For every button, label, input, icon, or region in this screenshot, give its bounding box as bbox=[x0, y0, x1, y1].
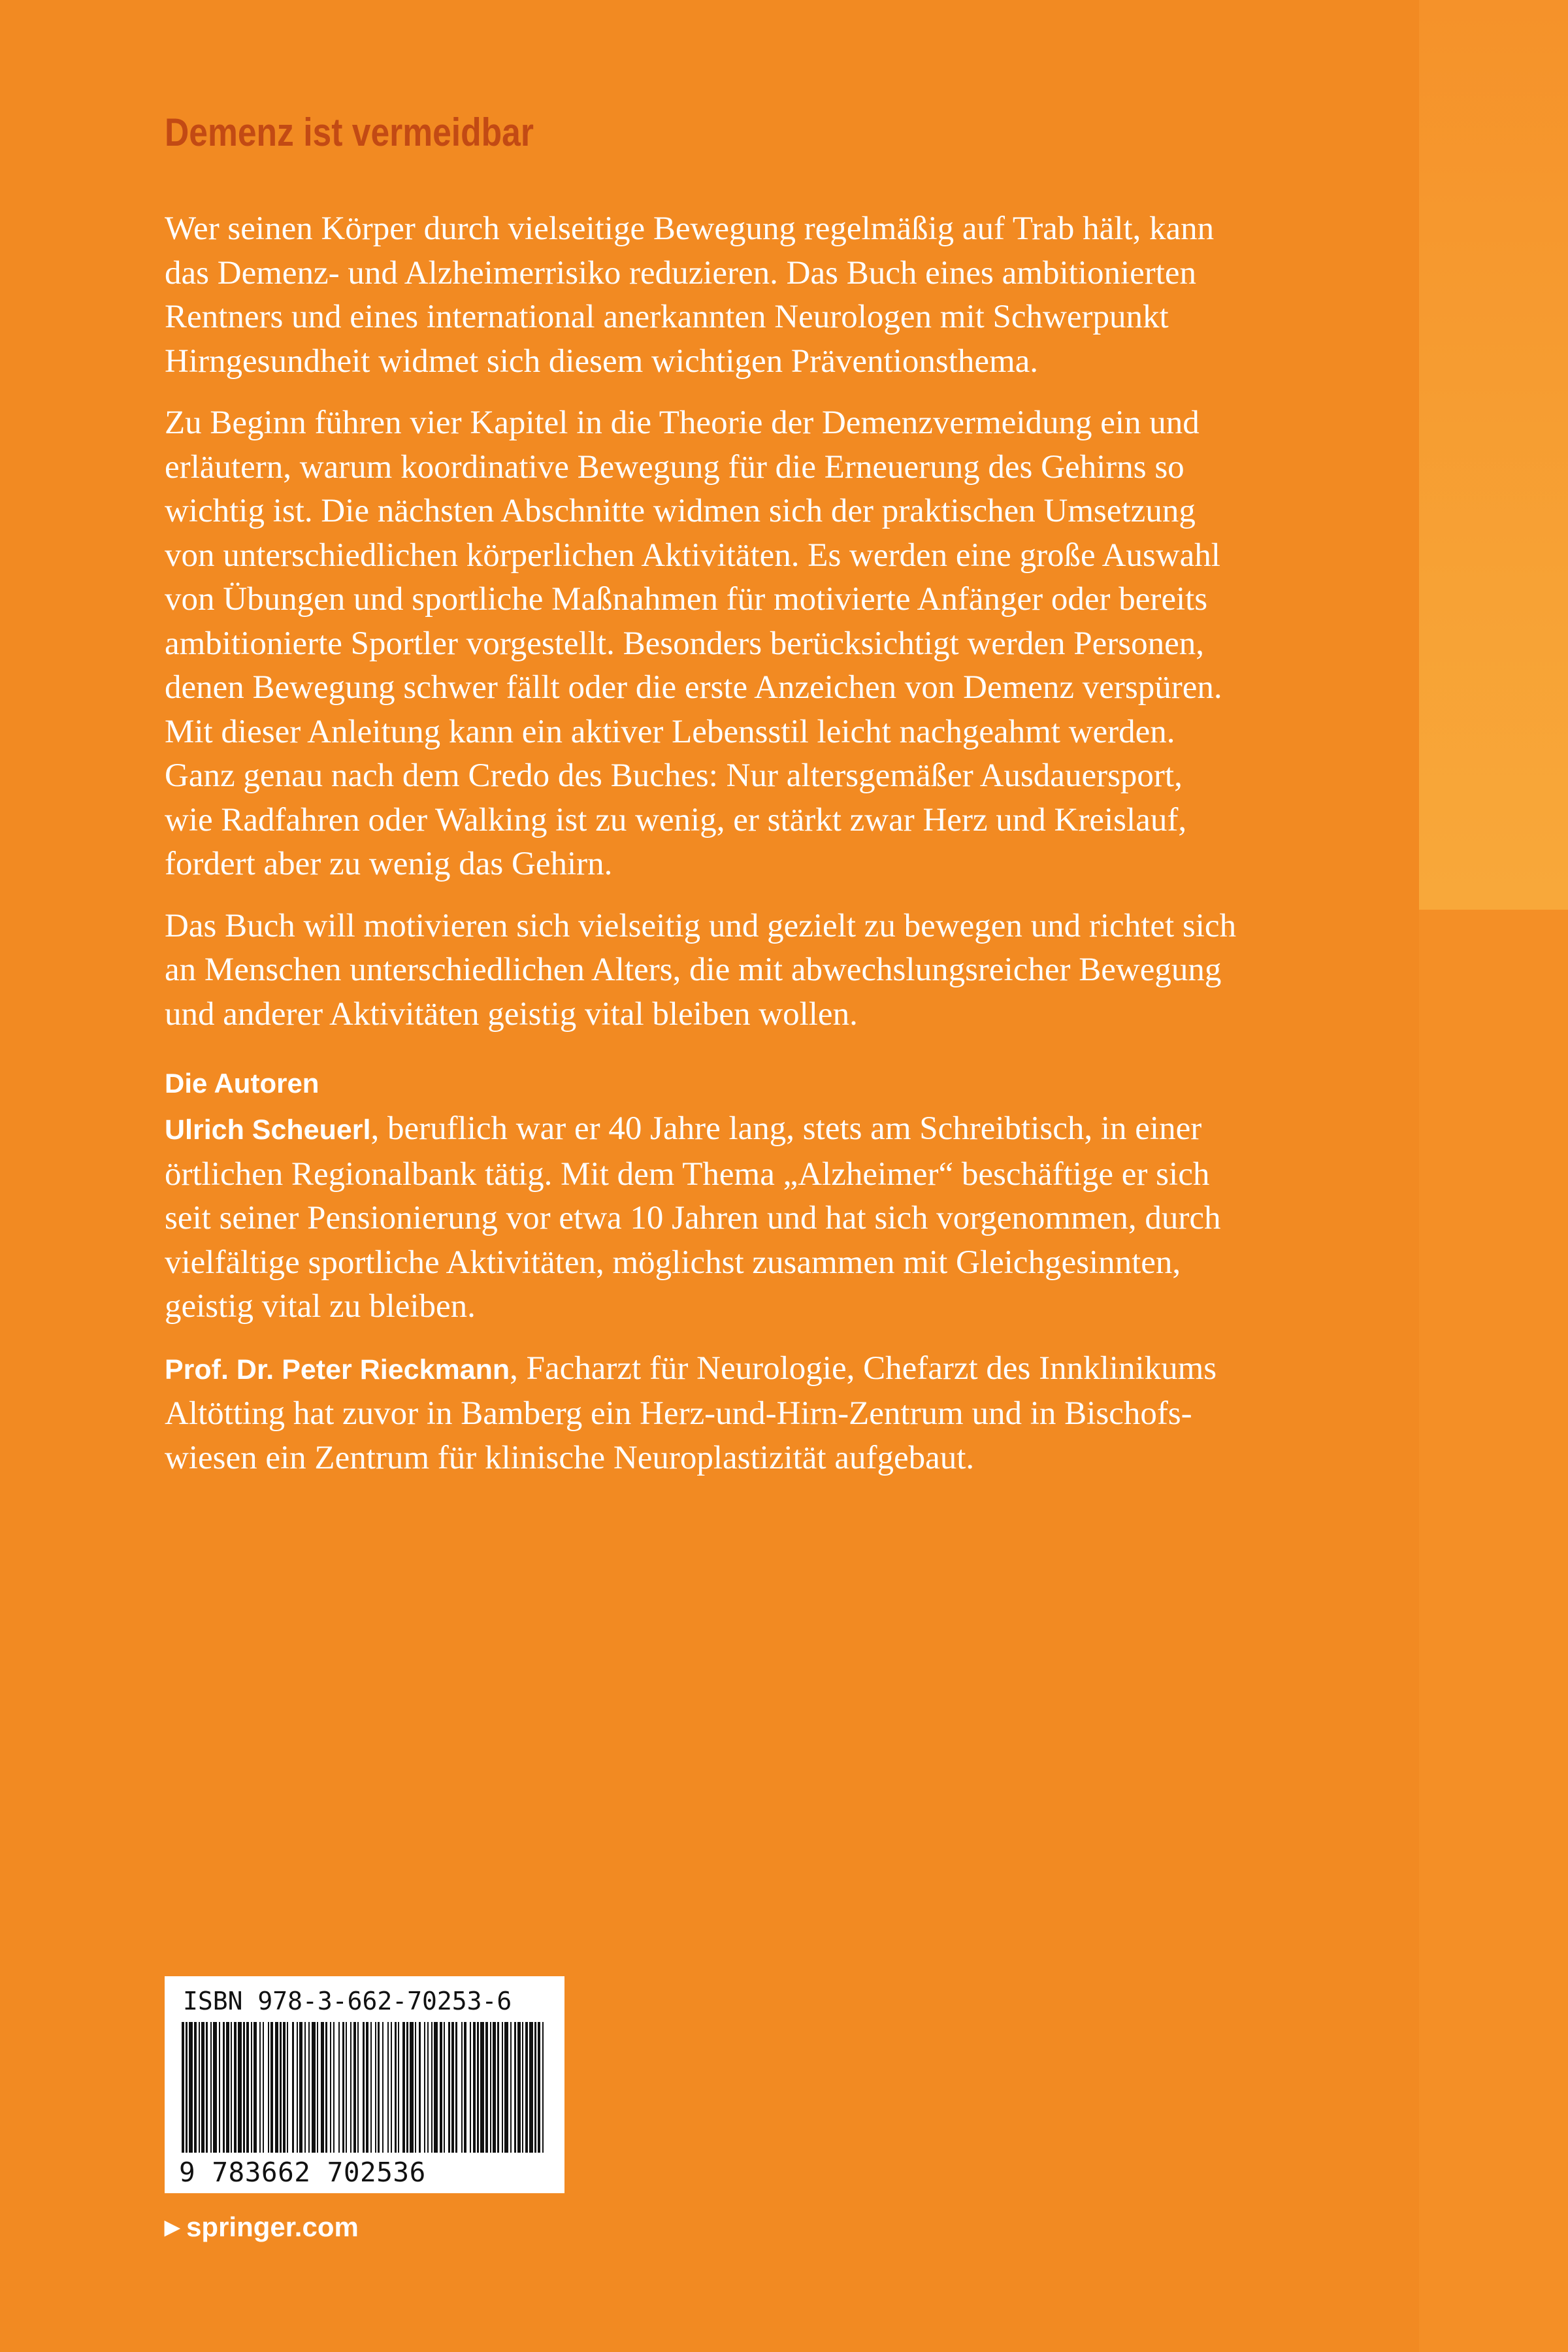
barcode-bar bbox=[330, 2022, 331, 2153]
barcode-bar bbox=[440, 2022, 442, 2153]
barcode-bar bbox=[259, 2022, 261, 2153]
barcode-bar bbox=[529, 2022, 533, 2153]
author-name: Ulrich Scheuerl bbox=[165, 1114, 371, 1146]
barcode-bar bbox=[342, 2022, 344, 2153]
barcode-bar bbox=[378, 2022, 380, 2153]
text-line: denen Bewegung schwer fällt oder die erste Anzeichen von Demenz verspüren. bbox=[165, 669, 1222, 706]
barcode-bar bbox=[353, 2022, 356, 2153]
barcode-bar bbox=[317, 2022, 318, 2153]
barcode-bar bbox=[312, 2022, 316, 2153]
barcode-bar bbox=[451, 2022, 454, 2153]
text-line: Das Buch will motivieren sich vielseitig und gezielt zu bewegen und richtet sich bbox=[165, 907, 1237, 944]
author-bio-text: , beruflich war er 40 Jahre lang, stets am Schreibtisch, in einer bbox=[370, 1110, 1202, 1147]
barcode-bar bbox=[517, 2022, 521, 2153]
author-name: Prof. Dr. Peter Rieckmann bbox=[165, 1353, 510, 1385]
text-line: und anderer Aktivitäten geistig vital bleiben wollen. bbox=[165, 995, 858, 1033]
barcode-bar bbox=[370, 2022, 372, 2153]
barcode-bars bbox=[178, 2022, 551, 2153]
text-line: Hirngesundheit widmet sich diesem wichtigen Präventionsthema. bbox=[165, 342, 1039, 380]
barcode-bar bbox=[444, 2022, 445, 2153]
barcode-bar bbox=[231, 2022, 232, 2153]
barcode-bar bbox=[304, 2022, 306, 2153]
barcode-digits: 9 783662 702536 bbox=[179, 2157, 426, 2188]
barcode-bar bbox=[213, 2022, 217, 2153]
website-label: springer.com bbox=[186, 2211, 359, 2242]
barcode-bar bbox=[538, 2022, 540, 2153]
barcode-bar bbox=[448, 2022, 450, 2153]
barcode-bar bbox=[199, 2022, 200, 2153]
blurb-paragraph-1 bbox=[165, 207, 1321, 384]
barcode-bar bbox=[251, 2022, 252, 2153]
barcode-bar bbox=[206, 2022, 208, 2153]
isbn-barcode bbox=[165, 1976, 564, 2193]
text-line: von unterschiedlichen körperlichen Aktivitäten. Es werden eine große Auswahl bbox=[165, 537, 1220, 574]
barcode-bar bbox=[464, 2022, 466, 2153]
text-line: Altötting hat zuvor in Bamberg ein Herz-und-Hirn-Zentrum und in Bischofs- bbox=[165, 1395, 1192, 1432]
barcode-bar bbox=[480, 2022, 484, 2153]
barcode-bar bbox=[308, 2022, 310, 2153]
barcode-bar bbox=[522, 2022, 523, 2153]
barcode-bar bbox=[210, 2022, 212, 2153]
barcode-bar bbox=[223, 2022, 225, 2153]
blurb-paragraph-2 bbox=[165, 401, 1321, 887]
barcode-bar bbox=[287, 2022, 288, 2153]
barcode-bar bbox=[398, 2022, 399, 2153]
barcode-bar bbox=[194, 2022, 197, 2153]
barcode-bar bbox=[263, 2022, 264, 2153]
text-line bbox=[165, 1107, 1321, 1153]
barcode-bar bbox=[477, 2022, 479, 2153]
text-line: Wer seinen Körper durch vielseitige Bewegung regelmäßig auf Trab hält, kann bbox=[165, 210, 1215, 247]
publisher-website[interactable] bbox=[165, 2211, 359, 2243]
barcode-bar bbox=[542, 2022, 544, 2153]
text-line: wie Radfahren oder Walking ist zu wenig, er stärkt zwar Herz und Kreislauf, bbox=[165, 801, 1187, 838]
text-line: örtlichen Regionalbank tätig. Mit dem Thema „Alzheimer“ beschäftige er sich bbox=[165, 1155, 1210, 1193]
barcode-bar bbox=[346, 2022, 347, 2153]
barcode-bar bbox=[375, 2022, 376, 2153]
barcode-bar bbox=[415, 2022, 416, 2153]
barcode-bar bbox=[366, 2022, 368, 2153]
barcode-bar bbox=[387, 2022, 389, 2153]
author-bio-text: , Facharzt für Neurologie, Chefarzt des Innklinikums bbox=[510, 1350, 1217, 1387]
barcode-bar bbox=[382, 2022, 384, 2153]
author-bio-2 bbox=[165, 1347, 1321, 1481]
barcode-bar bbox=[270, 2022, 273, 2153]
barcode-bar bbox=[427, 2022, 429, 2153]
barcode-bar bbox=[201, 2022, 204, 2153]
text-line: erläutern, warum koordinative Bewegung für die Erneuerung des Gehirns so bbox=[165, 448, 1184, 486]
barcode-bar bbox=[395, 2022, 397, 2153]
barcode-bar bbox=[275, 2022, 278, 2153]
text-line: an Menschen unterschiedlichen Alters, die mit abwechslungsreicher Bewegung bbox=[165, 952, 1222, 988]
blurb-content bbox=[165, 110, 1321, 1498]
barcode-bar bbox=[419, 2022, 421, 2153]
spine-edge-highlight bbox=[1419, 0, 1568, 910]
barcode-bar bbox=[268, 2022, 269, 2153]
barcode-bar bbox=[321, 2022, 324, 2153]
text-line: das Demenz- und Alzheimerrisiko reduzieren. Das Buch eines ambitionierten bbox=[165, 254, 1197, 291]
headline: Demenz ist vermeidbar bbox=[165, 110, 534, 154]
barcode-bar bbox=[333, 2022, 335, 2153]
barcode-bar bbox=[434, 2022, 438, 2153]
text-line: fordert aber zu wenig das Gehirn. bbox=[165, 846, 613, 882]
barcode-bar bbox=[402, 2022, 405, 2153]
barcode-bar bbox=[431, 2022, 433, 2153]
barcode-bar bbox=[510, 2022, 512, 2153]
text-line: Rentners und eines international anerkannten Neurologen mit Schwerpunkt bbox=[165, 299, 1169, 335]
barcode-bar bbox=[253, 2022, 257, 2153]
barcode-bar bbox=[391, 2022, 392, 2153]
text-line: Mit dieser Anleitung kann ein aktiver Lebensstil leicht nachgeahmt werden. bbox=[165, 713, 1175, 750]
barcode-bar bbox=[514, 2022, 516, 2153]
barcode-bar bbox=[493, 2022, 496, 2153]
barcode-bar bbox=[424, 2022, 425, 2153]
text-line: wiesen ein Zentrum für klinische Neuroplastizität aufgebaut. bbox=[165, 1439, 975, 1476]
barcode-bar bbox=[410, 2022, 414, 2153]
text-line: geistig vital zu bleiben. bbox=[165, 1288, 476, 1325]
barcode-bar bbox=[363, 2022, 365, 2153]
isbn-label: ISBN 978-3-662-70253-6 bbox=[183, 1987, 512, 2015]
barcode-bar bbox=[455, 2022, 457, 2153]
barcode-bar bbox=[473, 2022, 476, 2153]
barcode-bar bbox=[534, 2022, 536, 2153]
text-line: ambitionierte Sportler vorgestellt. Besonders berücksichtigt werden Personen, bbox=[165, 625, 1205, 662]
barcode-bar bbox=[182, 2022, 184, 2153]
barcode-bar bbox=[497, 2022, 499, 2153]
barcode-bar bbox=[299, 2022, 302, 2153]
text-line: seit seiner Pensionierung vor etwa 10 Jahren und hat sich vorgenommen, durch bbox=[165, 1200, 1221, 1236]
barcode-bar bbox=[283, 2022, 286, 2153]
barcode-bar bbox=[189, 2022, 193, 2153]
barcode-bar bbox=[186, 2022, 188, 2153]
barcode-bar bbox=[461, 2022, 463, 2153]
barcode-bar bbox=[470, 2022, 471, 2153]
barcode-bar bbox=[502, 2022, 503, 2153]
barcode-bar bbox=[243, 2022, 245, 2153]
arrow-right-icon: ▶ bbox=[165, 2217, 180, 2238]
barcode-bar bbox=[338, 2022, 340, 2153]
author-bio-1 bbox=[165, 1107, 1321, 1329]
text-line: von Übungen und sportliche Maßnahmen für motivierte Anfänger oder bereits bbox=[165, 581, 1208, 618]
barcode-bar bbox=[485, 2022, 488, 2153]
text-line: vielfältige sportliche Aktivitäten, möglichst zusammen mit Gleichgesinnten, bbox=[165, 1244, 1181, 1281]
barcode-bar bbox=[226, 2022, 229, 2153]
barcode-bar bbox=[406, 2022, 408, 2153]
barcode-bar bbox=[280, 2022, 282, 2153]
barcode-bar bbox=[490, 2022, 491, 2153]
barcode-bar bbox=[297, 2022, 298, 2153]
barcode-bar bbox=[350, 2022, 351, 2153]
text-line bbox=[165, 1347, 1321, 1393]
barcode-bar bbox=[525, 2022, 528, 2153]
text-line: wichtig ist. Die nächsten Abschnitte widmen sich der praktischen Umsetzung bbox=[165, 493, 1196, 529]
barcode-bar bbox=[504, 2022, 508, 2153]
barcode-bar bbox=[292, 2022, 294, 2153]
barcode-bar bbox=[238, 2022, 242, 2153]
barcode-bar bbox=[357, 2022, 359, 2153]
text-line: Ganz genau nach dem Credo des Buches: Nur altersgemäßer Ausdauersport, bbox=[165, 757, 1183, 794]
barcode-bar bbox=[234, 2022, 237, 2153]
barcode-bar bbox=[325, 2022, 327, 2153]
authors-heading: Die Autoren bbox=[165, 1068, 319, 1099]
blurb-paragraph-3 bbox=[165, 904, 1321, 1037]
text-line: Zu Beginn führen vier Kapitel in die Theorie der Demenzvermeidung ein und bbox=[165, 405, 1200, 441]
barcode-bar bbox=[246, 2022, 249, 2153]
barcode-bar bbox=[219, 2022, 220, 2153]
